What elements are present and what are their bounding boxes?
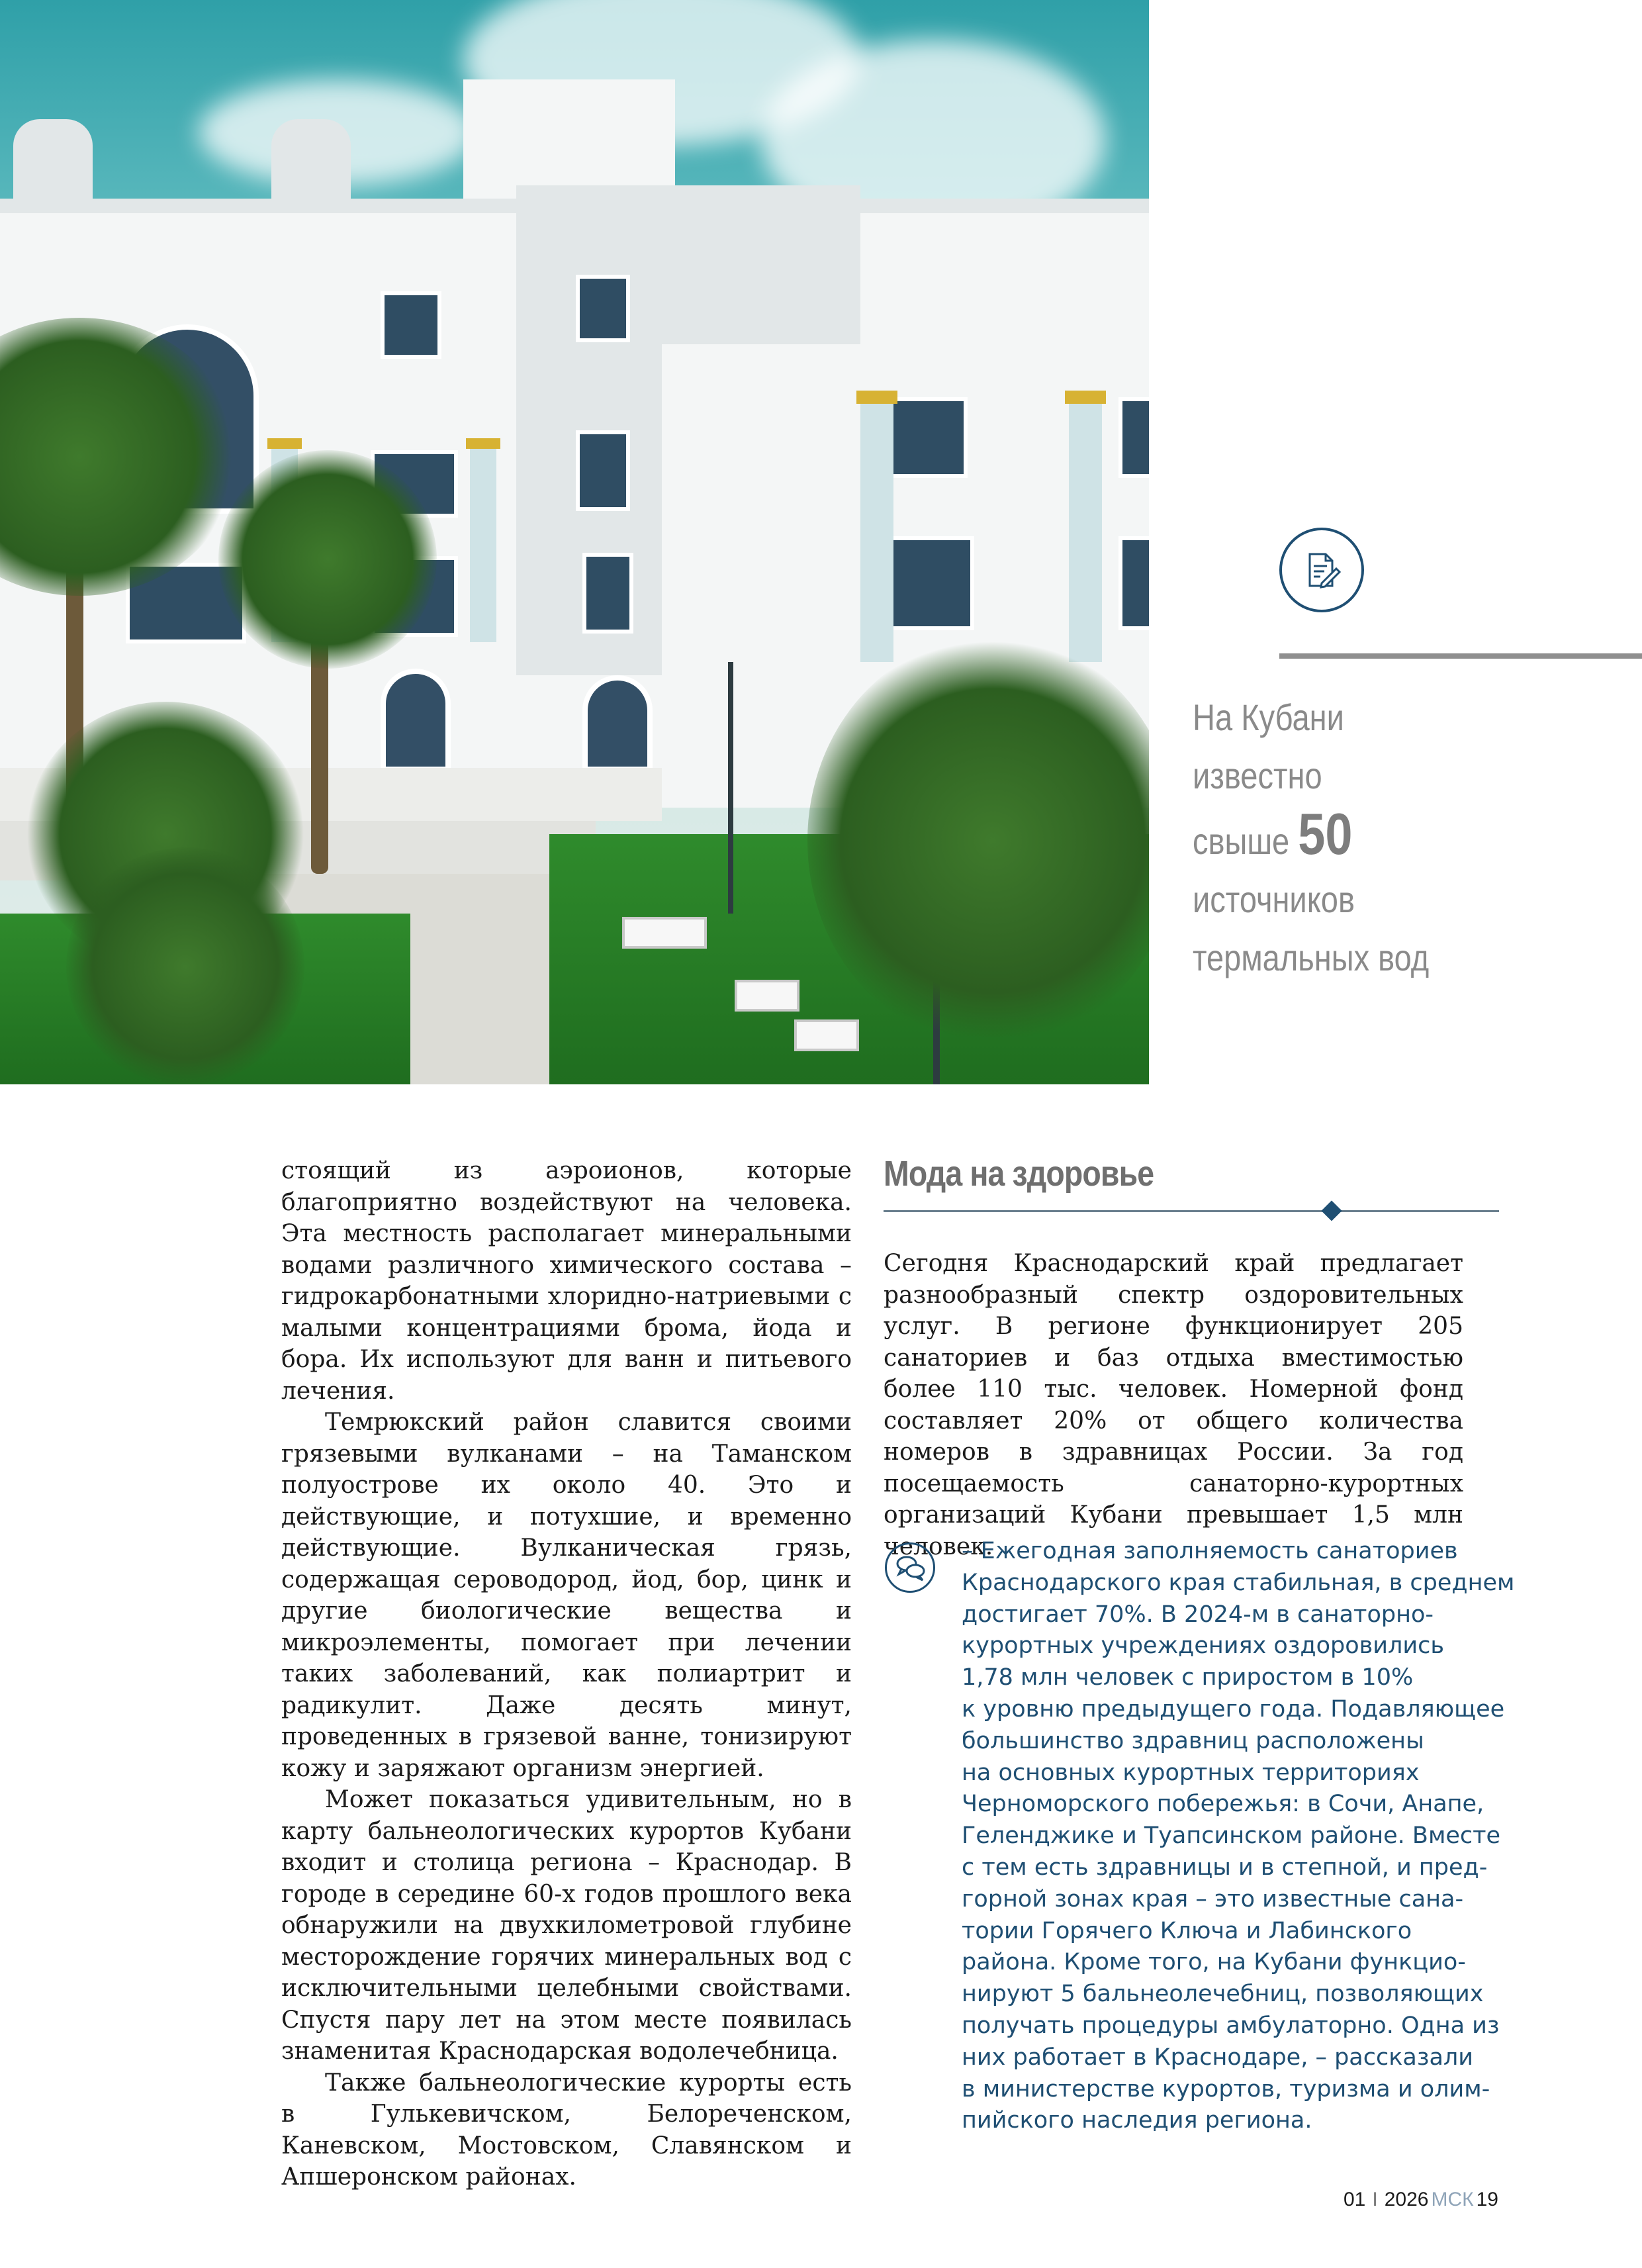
page-number: 19 — [1476, 2189, 1498, 2210]
left-column-text — [281, 1155, 852, 2193]
sidebar-line-4: источников — [1193, 878, 1355, 920]
sidebar-line-5: термальных вод — [1193, 937, 1430, 978]
sidebar-big-number: 50 — [1298, 801, 1353, 867]
quote-line: курортных учреждениях оздоровились — [962, 1632, 1445, 1660]
quote-line: района. Кроме того, на Кубани функцио- — [962, 1949, 1466, 1976]
quote-line: них работает в Краснодаре, – рассказали — [962, 2044, 1474, 2071]
left-paragraph-1: стоящий из аэроионов, которые благоприятно воздействуют на человека. Эта местность располагает минеральными водами различного химического состава – гидрокарбонатными хлоридно-натриевыми с малыми концентрациями брома, йода и бора. Их используют для ванн и питьевого лечения. — [281, 1157, 852, 1405]
quote-line: 1,78 млн человек с приростом в 10% — [962, 1664, 1414, 1691]
quote-line: с тем есть здравницы и в степной, и пред- — [962, 1854, 1488, 1881]
quote-line: тории Горячего Ключа и Лабинского — [962, 1917, 1412, 1944]
left-paragraph-3: Может показаться удивительным, но в карту бальнеологических курортов Кубани входит и столица региона – Краснодар. В городе в середине 60-х годов прошлого века обнаружили на двухкилометровой глубине месторождение горячих минеральных вод с исключительными целебными свойствами. Спустя пару лет на этом месте появилась знаменитая Краснодарская водолечебница. — [281, 1786, 852, 2065]
footer-separator: I — [1372, 2189, 1378, 2210]
left-paragraph-2: Темрюкский район славится своими грязевыми вулканами – на Таманском полуострове их около 40. Это и действующие, и потухшие, и временно действующие. Вулканическая грязь, содержащая сероводород, йод, бор, цинк и другие биологические вещества и микроэлементы, помогает при лечении таких заболеваний, как полиартрит и радикулит. Даже десять минут, проведенных в грязевой ванне, тонизируют кожу и заряжают организм энергией. — [281, 1409, 852, 1782]
right-column-text — [884, 1248, 1463, 1562]
quote-line: нируют 5 бальнеолечебниц, позволяющих — [962, 1981, 1484, 2008]
quote-line: Краснодарского края стабильная, в среднем — [962, 1569, 1515, 1596]
speech-bubbles-icon — [885, 1542, 935, 1593]
page-footer — [1344, 2189, 1498, 2211]
sidebar-line-3-prefix: свыше — [1193, 820, 1290, 862]
quote-line: горной зонах края – это известные сана- — [962, 1885, 1464, 1913]
issue-number: 01 — [1344, 2189, 1366, 2210]
quote-line: Геленджике и Туапсинском районе. Вместе — [962, 1822, 1501, 1850]
sidebar-line-2: известно — [1193, 755, 1322, 796]
quote-line: – Ежегодная заполняемость санаториев — [962, 1538, 1458, 1564]
section-paragraph: Сегодня Краснодарский край предлагает разнообразный спектр оздоровительных услуг. В регионе функционирует 205 санаториев и баз отдыха вместимостью более 110 тыс. человек. Номерной фонд составляет 20% от общего количества номеров в здравницах России. За год посещаемость санаторно-курортных организаций Кубани превышает 1,5 млн человек. — [884, 1250, 1463, 1560]
sidebar-divider — [1279, 653, 1642, 659]
quote-line: на основных курортных территориях — [962, 1759, 1420, 1786]
quote-line: большинство здравниц расположены — [962, 1727, 1424, 1754]
document-edit-icon — [1279, 528, 1364, 612]
quote-block — [962, 1536, 1518, 2137]
sidebar-fact — [1193, 688, 1559, 987]
quote-line: к уровню предыдущего года. Подавляющее — [962, 1695, 1505, 1723]
issue-year: 2026 — [1384, 2189, 1429, 2210]
magazine-brand: МСК — [1431, 2189, 1474, 2210]
resort-photo — [0, 0, 1149, 1084]
sidebar-line-1: На Кубани — [1193, 696, 1344, 738]
left-paragraph-4: Также бальнеологические курорты есть в Гулькевичском, Белореченском, Каневском, Мостовском, Славянском и Апшеронском районах. — [281, 2069, 852, 2191]
sidebar-line-3 — [1193, 801, 1559, 871]
section-title: Мода на здоровье — [884, 1154, 1154, 1194]
diamond-icon — [1321, 1200, 1342, 1221]
quote-line: получать процедуры амбулаторно. Одна из — [962, 2012, 1500, 2039]
section-title-rule — [884, 1210, 1499, 1212]
quote-line: в министерстве курортов, туризма и олим- — [962, 2075, 1490, 2103]
quote-line: достигает 70%. В 2024-м в санаторно- — [962, 1601, 1434, 1628]
quote-line: пийского наследия региона. — [962, 2107, 1312, 2134]
quote-line: Черноморского побережья: в Сочи, Анапе, — [962, 1791, 1484, 1818]
